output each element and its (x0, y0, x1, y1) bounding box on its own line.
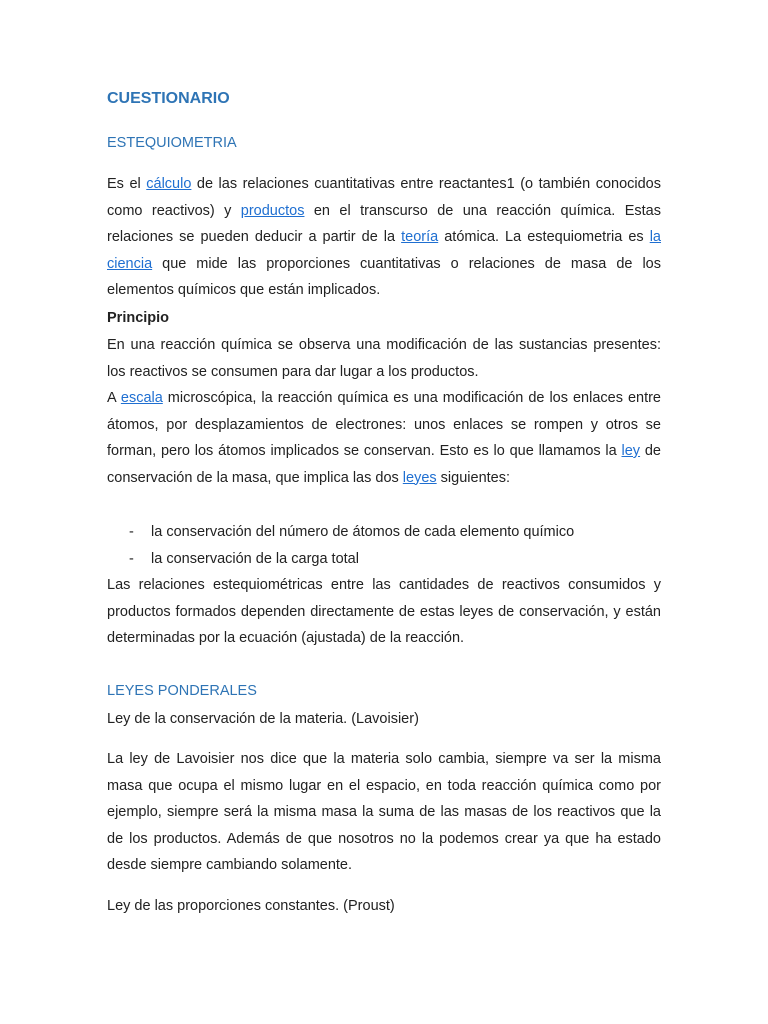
page-title: CUESTIONARIO (107, 90, 230, 107)
paragraph-reaccion: En una reacción química se observa una modificación de las sustancias presentes: los reactivos se consumen para dar lugar a los productos. (107, 337, 661, 380)
link-productos[interactable]: productos (240, 202, 305, 219)
dash-bullet: - (129, 550, 134, 567)
list-item (107, 519, 661, 546)
link-teoria[interactable]: teoría (401, 229, 439, 245)
link-la-ciencia[interactable]: la ciencia (107, 229, 661, 272)
text-run: que mide las proporciones cuantitativas o relaciones de masa de los elementos químicos que están implicados. (107, 255, 661, 298)
paragraph-lavoisier: La ley de Lavoisier nos dice que la materia solo cambia, siempre va ser la misma masa que ocupa el mismo lugar en el espacio, en toda reacción química como por ejemplo, siempre será la misma masa la suma de las masas de los reactivos que la de los productos. Además de que nosotros no la podemos crear ya que ha estado desde siempre cambiando solamente. (107, 751, 661, 873)
text-run: de conservación de la masa, que implica las dos (107, 443, 661, 486)
section-heading-leyes-ponderales: LEYES PONDERALES (107, 683, 257, 699)
section-heading-estequiometria: ESTEQUIOMETRIA (107, 135, 237, 151)
text-run: Es el (107, 176, 147, 192)
link-escala[interactable]: escala (120, 390, 163, 406)
list-item-text: la conservación de la carga total (151, 550, 359, 567)
principio-heading: Principio (107, 310, 170, 326)
list-item (107, 546, 661, 573)
text-run: de las relaciones cuantitativas entre reactantes1 (o también conocidos como reactivos) y (107, 176, 661, 219)
link-calculo[interactable]: cálculo (146, 176, 192, 192)
paragraph-relaciones: Las relaciones estequiométricas entre las cantidades de reactivos consumidos y productos formados dependen directamente de estas leyes de conservación, y están determinadas por la ecuación (ajustada) de la reacción. (107, 577, 661, 646)
law-lavoisier: Ley de la conservación de la materia. (Lavoisier) (107, 711, 419, 727)
paragraph-escala (107, 385, 661, 491)
dash-bullet: - (129, 524, 134, 540)
text-run: microscópica, la reacción química es una modificación de los enlaces entre átomos, por desplazamientos de electrones: unos enlaces se rompen y otros se forman, pero los átomos implicados se conservan. Esto es lo que llamamos la (107, 390, 662, 459)
paragraph-definition (107, 171, 661, 304)
law-proust: Ley de las proporciones constantes. (Proust) (107, 898, 395, 914)
list-item-text: la conservación del número de átomos de cada elemento químico (151, 524, 575, 540)
bullet-list (107, 519, 661, 572)
link-leyes[interactable]: leyes (402, 469, 437, 486)
text-run: en el transcurso de una reacción química. Estas relaciones se pueden deducir a partir de la (107, 202, 661, 245)
text-run: A (107, 390, 121, 406)
link-ley[interactable]: ley (621, 443, 641, 459)
text-run: atómica. La estequiometria es (438, 229, 650, 245)
text-run: siguientes: (436, 469, 511, 486)
